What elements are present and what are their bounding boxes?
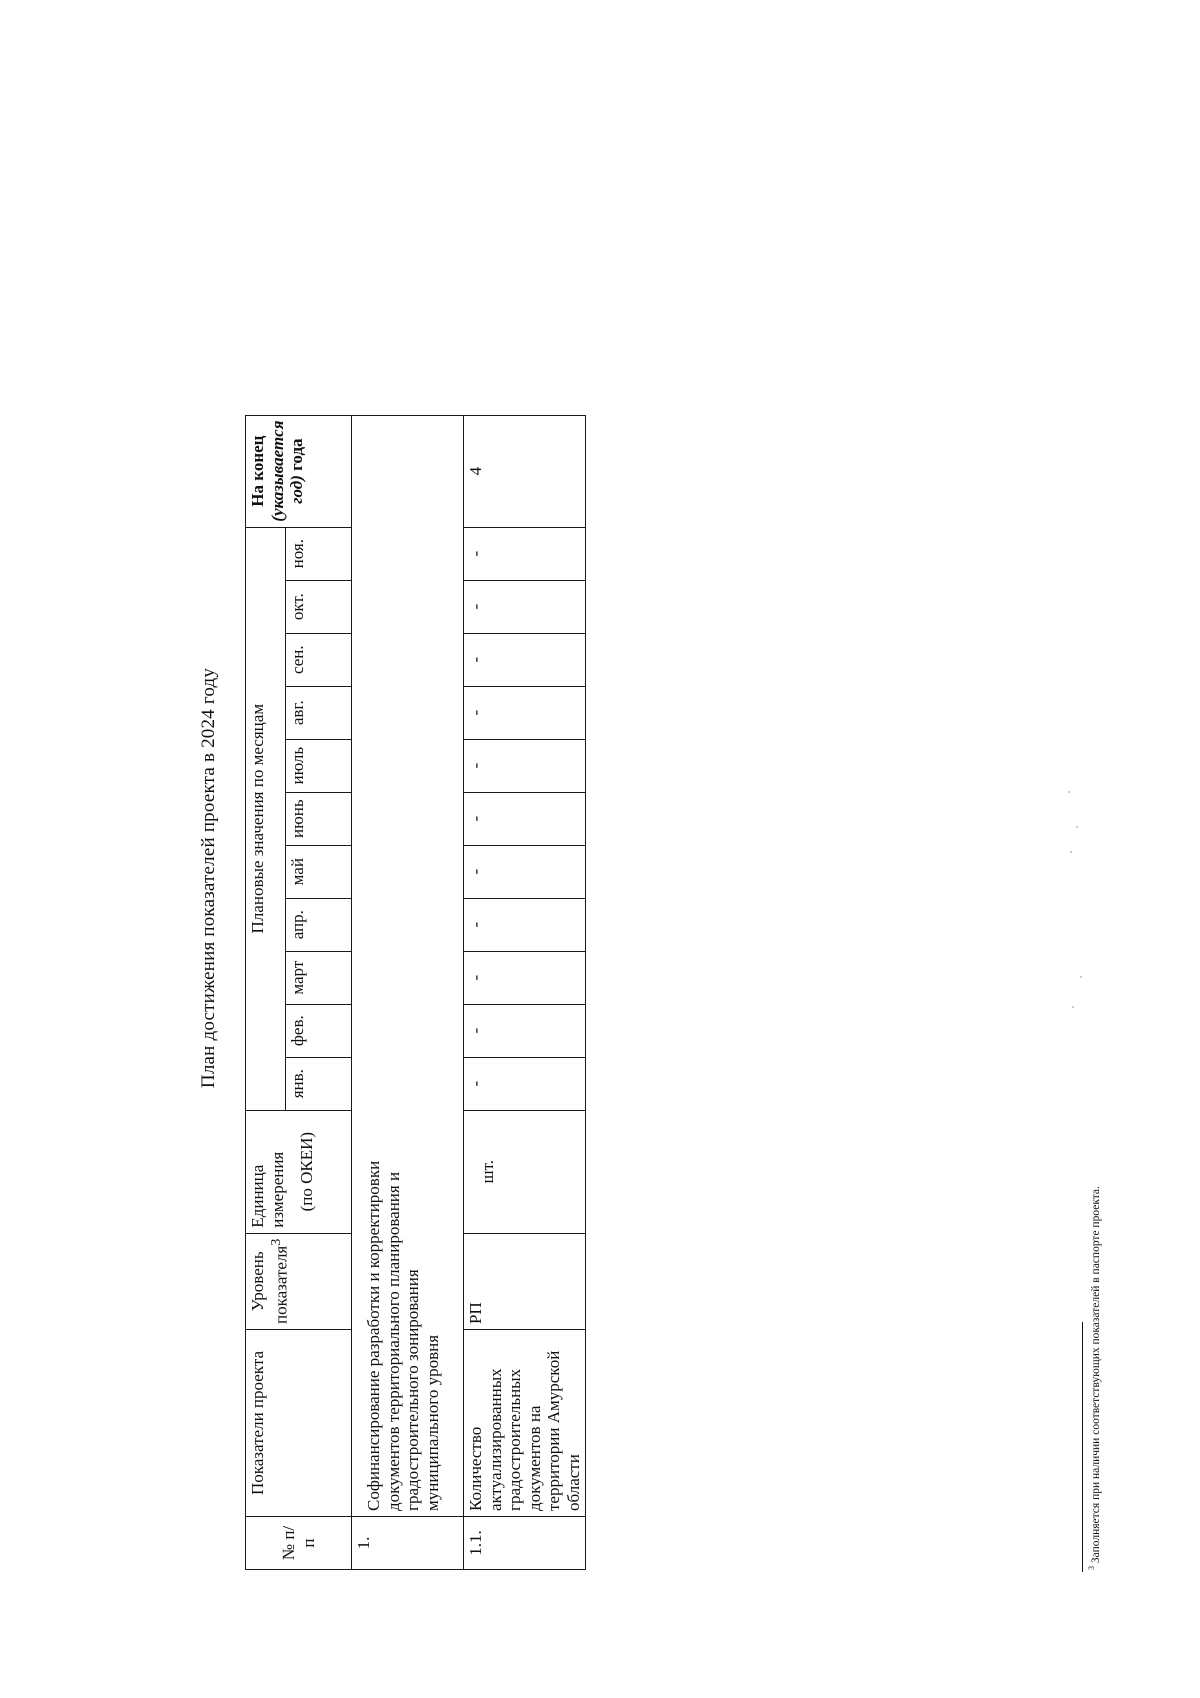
row-num: 1.: [352, 1517, 464, 1570]
row-month-value: -: [464, 686, 586, 739]
row-indicator: Количество актуализированных градостроительных документов на территории Амурской области: [464, 1330, 586, 1517]
row-month-value: -: [464, 633, 586, 686]
header-row-1: [246, 415, 286, 1569]
header-month: июнь: [286, 792, 352, 845]
row-indicator: Софинансирование разработки и корректировки документов территориального планирования и градостроительного зонирования муниципального уровня: [352, 415, 464, 1516]
footnote-divider: [1082, 1322, 1083, 1572]
row-month-value: -: [464, 951, 586, 1004]
header-num-text: № п/п: [278, 1525, 318, 1561]
row-month-value: -: [464, 527, 586, 580]
row-level: РП: [464, 1233, 586, 1329]
header-month: окт.: [286, 580, 352, 633]
header-level: Уровень показателя$^3$: [246, 1233, 352, 1329]
header-month: ноя.: [286, 527, 352, 580]
row-num: 1.1.: [464, 1517, 586, 1570]
scan-speck: [1068, 791, 1070, 793]
scan-speck: [1072, 1006, 1074, 1008]
header-plan-group: Плановые значения по месяцам: [246, 527, 286, 1110]
row-month-value: -: [464, 792, 586, 845]
header-month: март: [286, 951, 352, 1004]
scan-speck: [1080, 976, 1082, 978]
row-month-value: -: [464, 898, 586, 951]
row-month-value: -: [464, 845, 586, 898]
document-title: План достижения показателей проекта в 2024 году: [198, 667, 219, 1089]
footnote: $^3$ Заполняется при наличии соответствующих показателей в паспорте проекта.: [1087, 1186, 1102, 1570]
indicators-table: [245, 415, 586, 1570]
header-indicator: Показатели проекта: [246, 1330, 352, 1517]
header-month: авг.: [286, 686, 352, 739]
header-month: янв.: [286, 1057, 352, 1110]
row-unit: шт.: [464, 1110, 586, 1233]
table-row: [464, 415, 586, 1569]
row-month-value: -: [464, 739, 586, 792]
row-month-value: -: [464, 1057, 586, 1110]
scan-speck: [1070, 851, 1072, 853]
table-row: [352, 415, 464, 1569]
header-month: июль: [286, 739, 352, 792]
header-num: [246, 1517, 352, 1570]
header-month: май: [286, 845, 352, 898]
scan-speck: [1076, 826, 1078, 828]
header-month: фев.: [286, 1004, 352, 1057]
row-end-value: 4: [464, 415, 586, 527]
header-month: апр.: [286, 898, 352, 951]
row-month-value: -: [464, 1004, 586, 1057]
header-month: сен.: [286, 633, 352, 686]
header-unit: Единица измерения (по ОКЕИ): [246, 1110, 352, 1233]
row-month-value: -: [464, 580, 586, 633]
header-end-of-year: На конец (указывается год) года: [246, 415, 352, 527]
